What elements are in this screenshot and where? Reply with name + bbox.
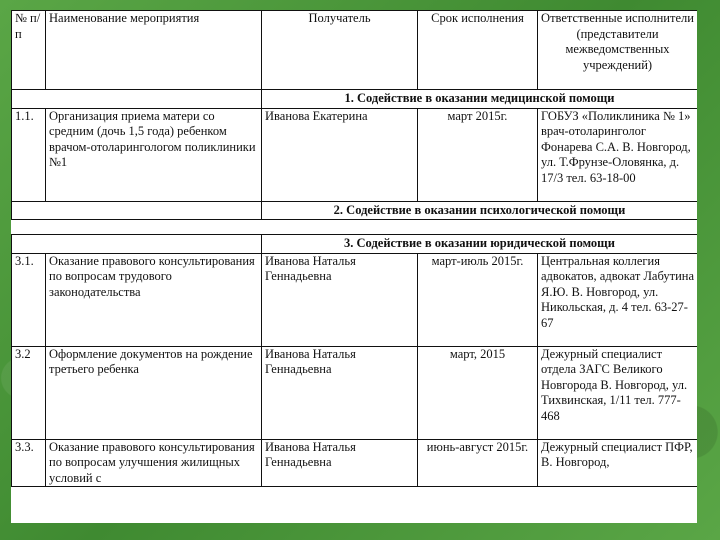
section-title: 3. Содействие в оказании юридической помощи xyxy=(262,235,698,254)
empty-row xyxy=(12,220,698,235)
table-row xyxy=(12,346,698,439)
empty-cell xyxy=(262,220,698,235)
header-row xyxy=(12,11,698,90)
row-deadline: март-июль 2015г. xyxy=(418,253,538,346)
row-recipient: Иванова Наталья Геннадьевна xyxy=(262,439,418,487)
row-deadline: июнь-август 2015г. xyxy=(418,439,538,487)
table-row xyxy=(12,253,698,346)
plan-table xyxy=(11,10,697,487)
section-title: 2. Содействие в оказании психологической помощи xyxy=(262,201,698,220)
table-row xyxy=(12,439,698,487)
row-recipient: Иванова Наталья Геннадьевна xyxy=(262,253,418,346)
section-row xyxy=(12,90,698,109)
section-spacer xyxy=(12,90,262,109)
header-num: № п/п xyxy=(12,11,46,90)
document-page xyxy=(11,10,697,523)
header-recipient: Получатель xyxy=(262,11,418,90)
row-name: Оказание правового консультирования по вопросам улучшения жилищных условий с xyxy=(46,439,262,487)
row-num: 3.2 xyxy=(12,346,46,439)
row-responsible: Дежурный специалист ПФР, В. Новгород, xyxy=(538,439,698,487)
row-deadline: март 2015г. xyxy=(418,108,538,201)
row-name: Оказание правового консультирования по вопросам трудового законодательства xyxy=(46,253,262,346)
section-row xyxy=(12,235,698,254)
row-num: 3.1. xyxy=(12,253,46,346)
row-recipient: Иванова Наталья Геннадьевна xyxy=(262,346,418,439)
section-spacer xyxy=(12,235,262,254)
empty-cell xyxy=(12,220,262,235)
row-responsible: Центральная коллегия адвокатов, адвокат Лабутина Я.Ю. В. Новгород, ул. Никольская, д. 4 тел. 63-27-67 xyxy=(538,253,698,346)
row-recipient: Иванова Екатерина xyxy=(262,108,418,201)
header-deadline: Срок исполнения xyxy=(418,11,538,90)
row-name: Оформление документов на рождение третьего ребенка xyxy=(46,346,262,439)
row-num: 3.3. xyxy=(12,439,46,487)
row-name: Организация приема матери со средним (дочь 1,5 года) ребенком врачом-отоларингологом поликлиники №1 xyxy=(46,108,262,201)
row-num: 1.1. xyxy=(12,108,46,201)
header-responsible: Ответственные исполнители (представители межведомственных учреждений) xyxy=(538,11,698,90)
section-row xyxy=(12,201,698,220)
row-deadline: март, 2015 xyxy=(418,346,538,439)
table-row xyxy=(12,108,698,201)
section-title: 1. Содействие в оказании медицинской помощи xyxy=(262,90,698,109)
row-responsible: Дежурный специалист отдела ЗАГС Великого Новгорода В. Новгород, ул. Тихвинская, 1/11 тел. 777-468 xyxy=(538,346,698,439)
row-responsible: ГОБУЗ «Поликлиника № 1» врач-отоларинголог Фонарева С.А. В. Новгород, ул. Т.Фрунзе-Оловянка, д. 17/3 тел. 63-18-00 xyxy=(538,108,698,201)
header-name: Наименование мероприятия xyxy=(46,11,262,90)
section-spacer xyxy=(12,201,262,220)
